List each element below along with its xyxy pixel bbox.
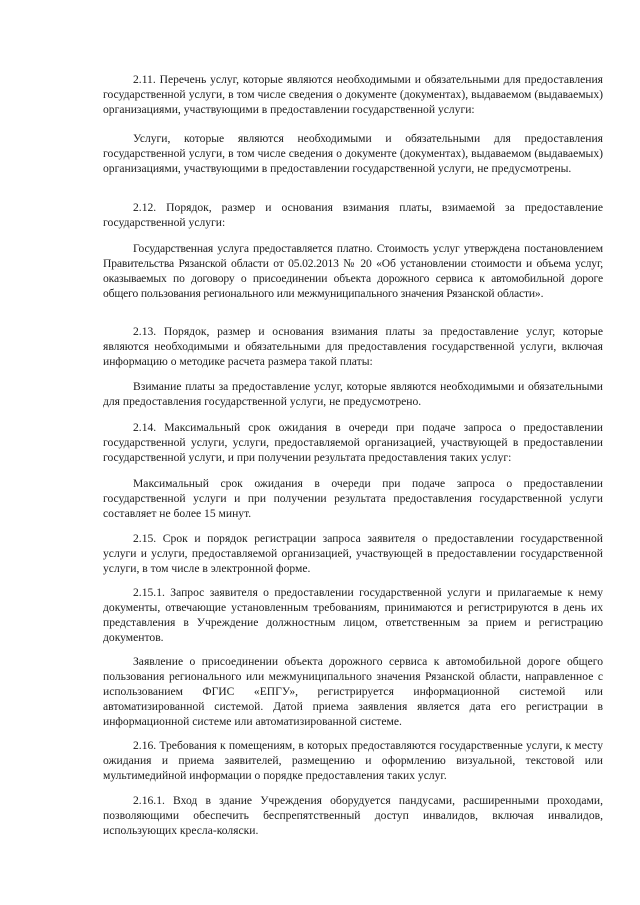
paragraph-2-14: 2.14. Максимальный срок ожидания в очереди при подаче запроса о предоставлении государственной услуги, услуги, предоставляемой организацией, участвующей в предоставлении государственной услуги, и при получении результата предоставления таких услуг: [103,421,603,464]
paragraph-2-13-answer: Взимание платы за предоставление услуг, которые являются необходимыми и обязательными для предоставления государственной услуги, не предусмотрено. [103,380,603,408]
paragraph-2-15: 2.15. Срок и порядок регистрации запроса заявителя о предоставлении государственной услуги и услуги, предоставляемой организацией, участвующей в предоставлении государственной услуги, в том числе в электронной форме. [103,532,603,575]
paragraph-2-15-1-statement: Заявление о присоединении объекта дорожного сервиса к автомобильной дороге общего пользования регионального или межмуниципального значения Рязанской области, направленное с использованием ФГИС «ЕПГУ», регистрируется информационной системой или автоматизированной системой. Датой приема заявления является дата его регистрации в информационной системе или автоматизированной системе. [103,655,603,728]
paragraph-2-16: 2.16. Требования к помещениям, в которых предоставляются государственные услуги, к месту ожидания и приема заявителей, размещению и оформлению визуальной, текстовой или мультимедийной информации о порядке предоставления таких услуг. [103,739,603,782]
paragraph-2-11-answer: Услуги, которые являются необходимыми и обязательными для предоставления государственной услуги, в том числе сведения о документе (документах), выдаваемом (выдаваемых) организациями, участвующими в предоставлении государственной услуги, не предусмотрены. [103,132,603,175]
paragraph-2-16-1: 2.16.1. Вход в здание Учреждения оборудуется пандусами, расширенными проходами, позволяющими обеспечить беспрепятственный доступ инвалидов, включая инвалидов, использующих кресла-коляски. [103,794,603,837]
paragraph-2-14-answer: Максимальный срок ожидания в очереди при подаче запроса о предоставлении государственной услуги и при получении результата предоставления государственной услуги составляет не более 15 минут. [103,477,603,520]
paragraph-2-12-answer: Государственная услуга предоставляется платно. Стоимость услуг утверждена постановлением Правительства Рязанской области от 05.02.2013 № 20 «Об установлении стоимости и объема услуг, оказываемых по договору о присоединении объекта дорожного сервиса к автомобильной дороге общего пользования регионального или межмуниципального значения Рязанской области». [103,242,603,300]
paragraph-2-15-1: 2.15.1. Запрос заявителя о предоставлении государственной услуги и прилагаемые к нему документы, отвечающие установленным требованиям, принимаются и регистрируются в день их представления в Учреждение должностным лицом, ответственным за прием и регистрацию документов. [103,586,603,644]
paragraph-2-13: 2.13. Порядок, размер и основания взимания платы за предоставление услуг, которые являются необходимыми и обязательными для предоставления государственной услуги, включая информацию о методике расчета размера такой платы: [103,325,603,368]
paragraph-2-11: 2.11. Перечень услуг, которые являются необходимыми и обязательными для предоставления государственной услуги, в том числе сведения о документе (документах), выдаваемом (выдаваемых) организациями, участвующими в предоставлении государственной услуги: [103,73,603,116]
paragraph-2-12: 2.12. Порядок, размер и основания взимания платы, взимаемой за предоставление государственной услуги: [103,201,603,229]
